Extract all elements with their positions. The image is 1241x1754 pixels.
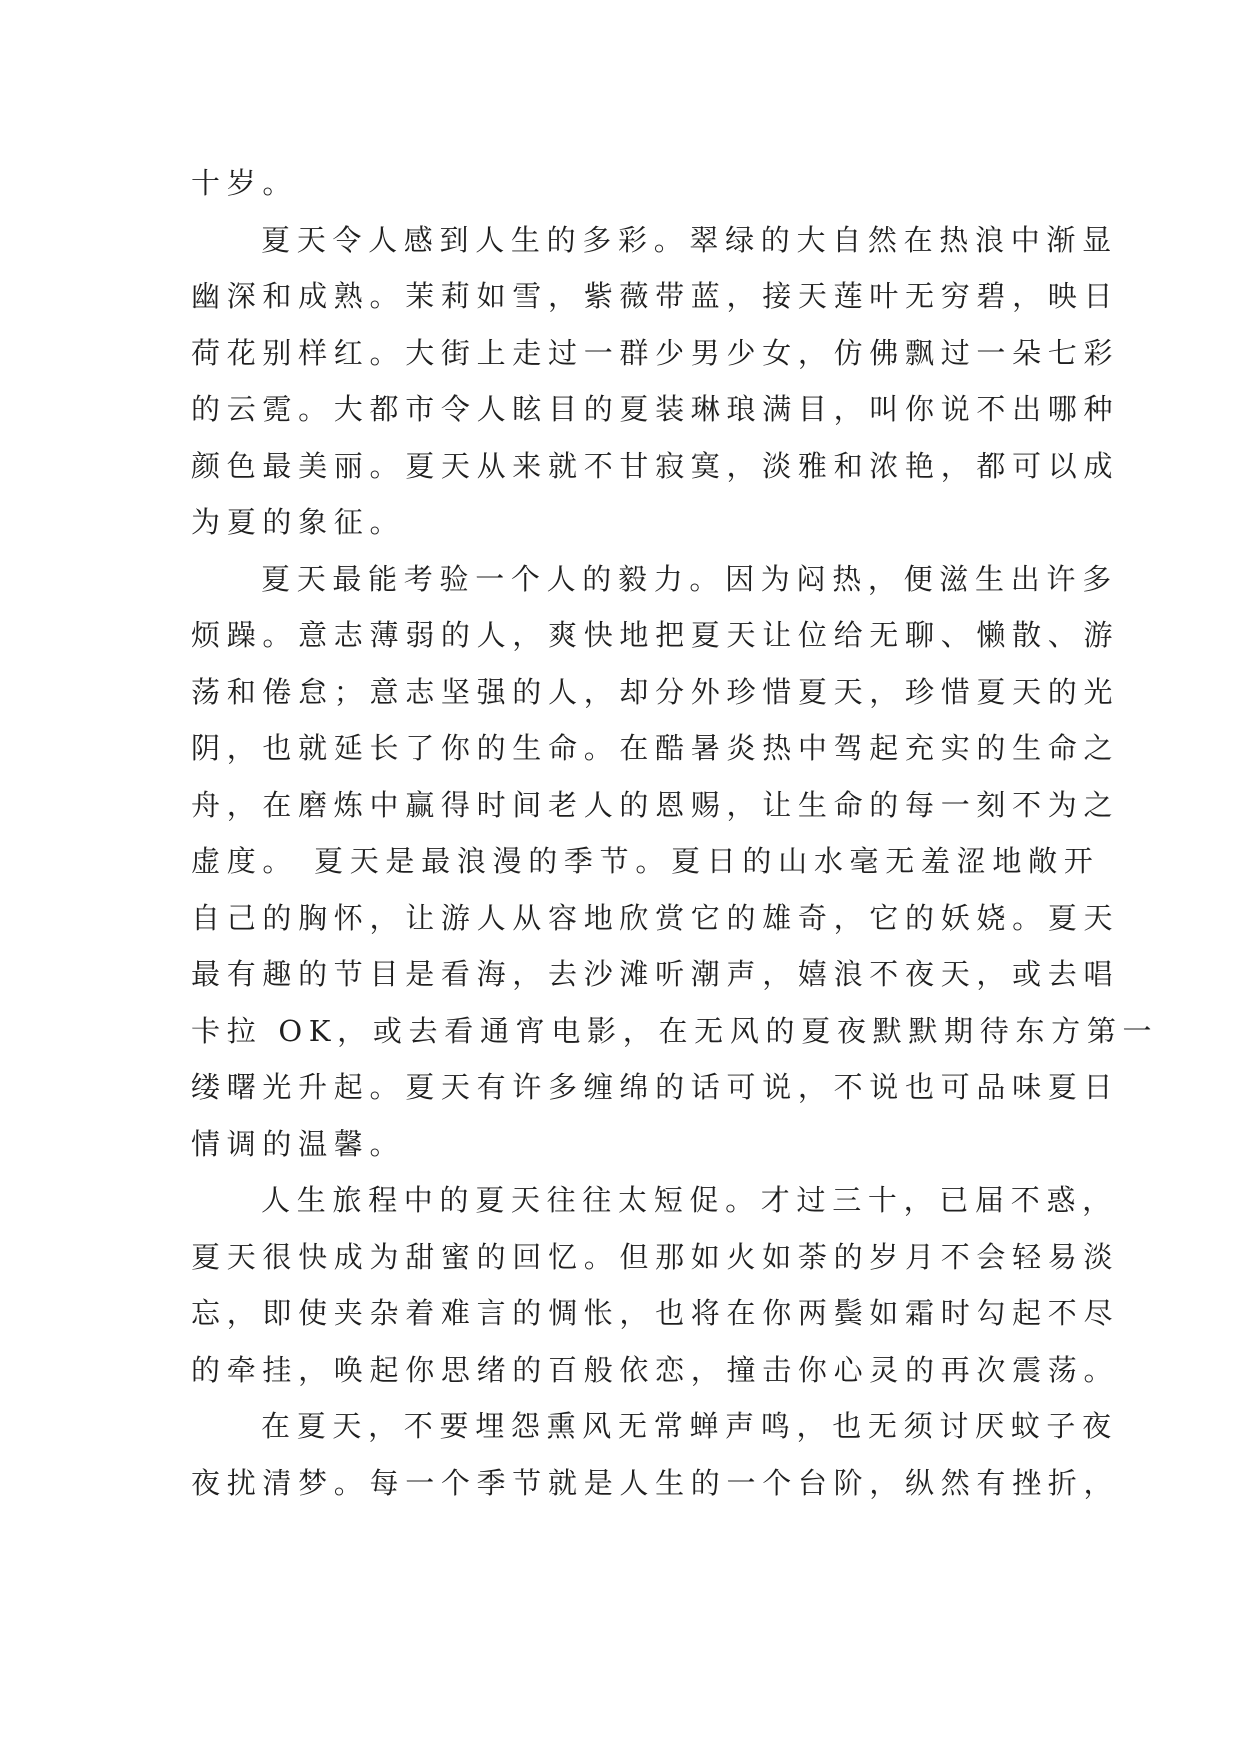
text-line: 缕曙光升起。夏天有许多缠绵的话可说，不说也可品味夏日 [191,1070,1120,1104]
text-line: 夜扰清梦。每一个季节就是人生的一个台阶，纵然有挫折， [191,1465,1120,1500]
text-line: 情调的温馨。 [191,1126,406,1161]
body-text [191,155,1159,1511]
text-line: 十岁。 [191,166,299,200]
text-line: 荷花别样红。大街上走过一群少男少女，仿佛飘过一朵七彩 [191,335,1120,370]
text-line: 夏天令人感到人生的多彩。翠绿的大自然在热浪中渐显 [261,222,1118,257]
text-line: 最有趣的节目是看海，去沙滩听潮声，嬉浪不夜天，或去唱 [191,957,1120,991]
text-line: 自己的胸怀，让游人从容地欣赏它的雄奇，它的妖娆。夏天 [191,900,1120,935]
text-line: 阴，也就延长了你的生命。在酷暑炎热中驾起充实的生命之 [191,731,1120,765]
text-line: 荡和倦怠；意志坚强的人，却分外珍惜夏天，珍惜夏天的光 [191,674,1120,709]
text-line: 忘，即使夹杂着难言的惆怅，也将在你两鬓如霜时勾起不尽 [191,1296,1120,1330]
text-line: 的云霓。大都市令人眩目的夏装琳琅满目，叫你说不出哪种 [191,392,1120,426]
text-line: 烦躁。意志薄弱的人，爽快地把夏天让位给无聊、懒散、游 [191,618,1120,652]
text-line: 虚度。 夏天是最浪漫的季节。夏日的山水毫无羞涩地敞开 [191,844,1100,878]
text-line: 的牵挂，唤起你思绪的百般依恋，撞击你心灵的再次震荡。 [191,1352,1120,1387]
text-line: 卡拉 OK，或去看通宵电影，在无风的夏夜默默期待东方第一 [191,1013,1159,1048]
text-line: 为夏的象征。 [191,505,406,539]
text-line: 舟，在磨炼中赢得时间老人的恩赐，让生命的每一刻不为之 [191,787,1120,822]
text-line: 夏天很快成为甜蜜的回忆。但那如火如荼的岁月不会轻易淡 [191,1239,1120,1274]
text-line: 在夏天，不要埋怨熏风无常蝉声鸣，也无须讨厌蚊子夜 [261,1409,1118,1443]
text-line: 夏天最能考验一个人的毅力。因为闷热，便滋生出许多 [261,561,1118,596]
text-line: 幽深和成熟。茉莉如雪，紫薇带蓝，接天莲叶无穷碧，映日 [191,279,1120,313]
text-line: 人生旅程中的夏天往往太短促。才过三十，已届不惑， [261,1183,1118,1217]
text-line: 颜色最美丽。夏天从来就不甘寂寞，淡雅和浓艳，都可以成 [191,448,1120,483]
